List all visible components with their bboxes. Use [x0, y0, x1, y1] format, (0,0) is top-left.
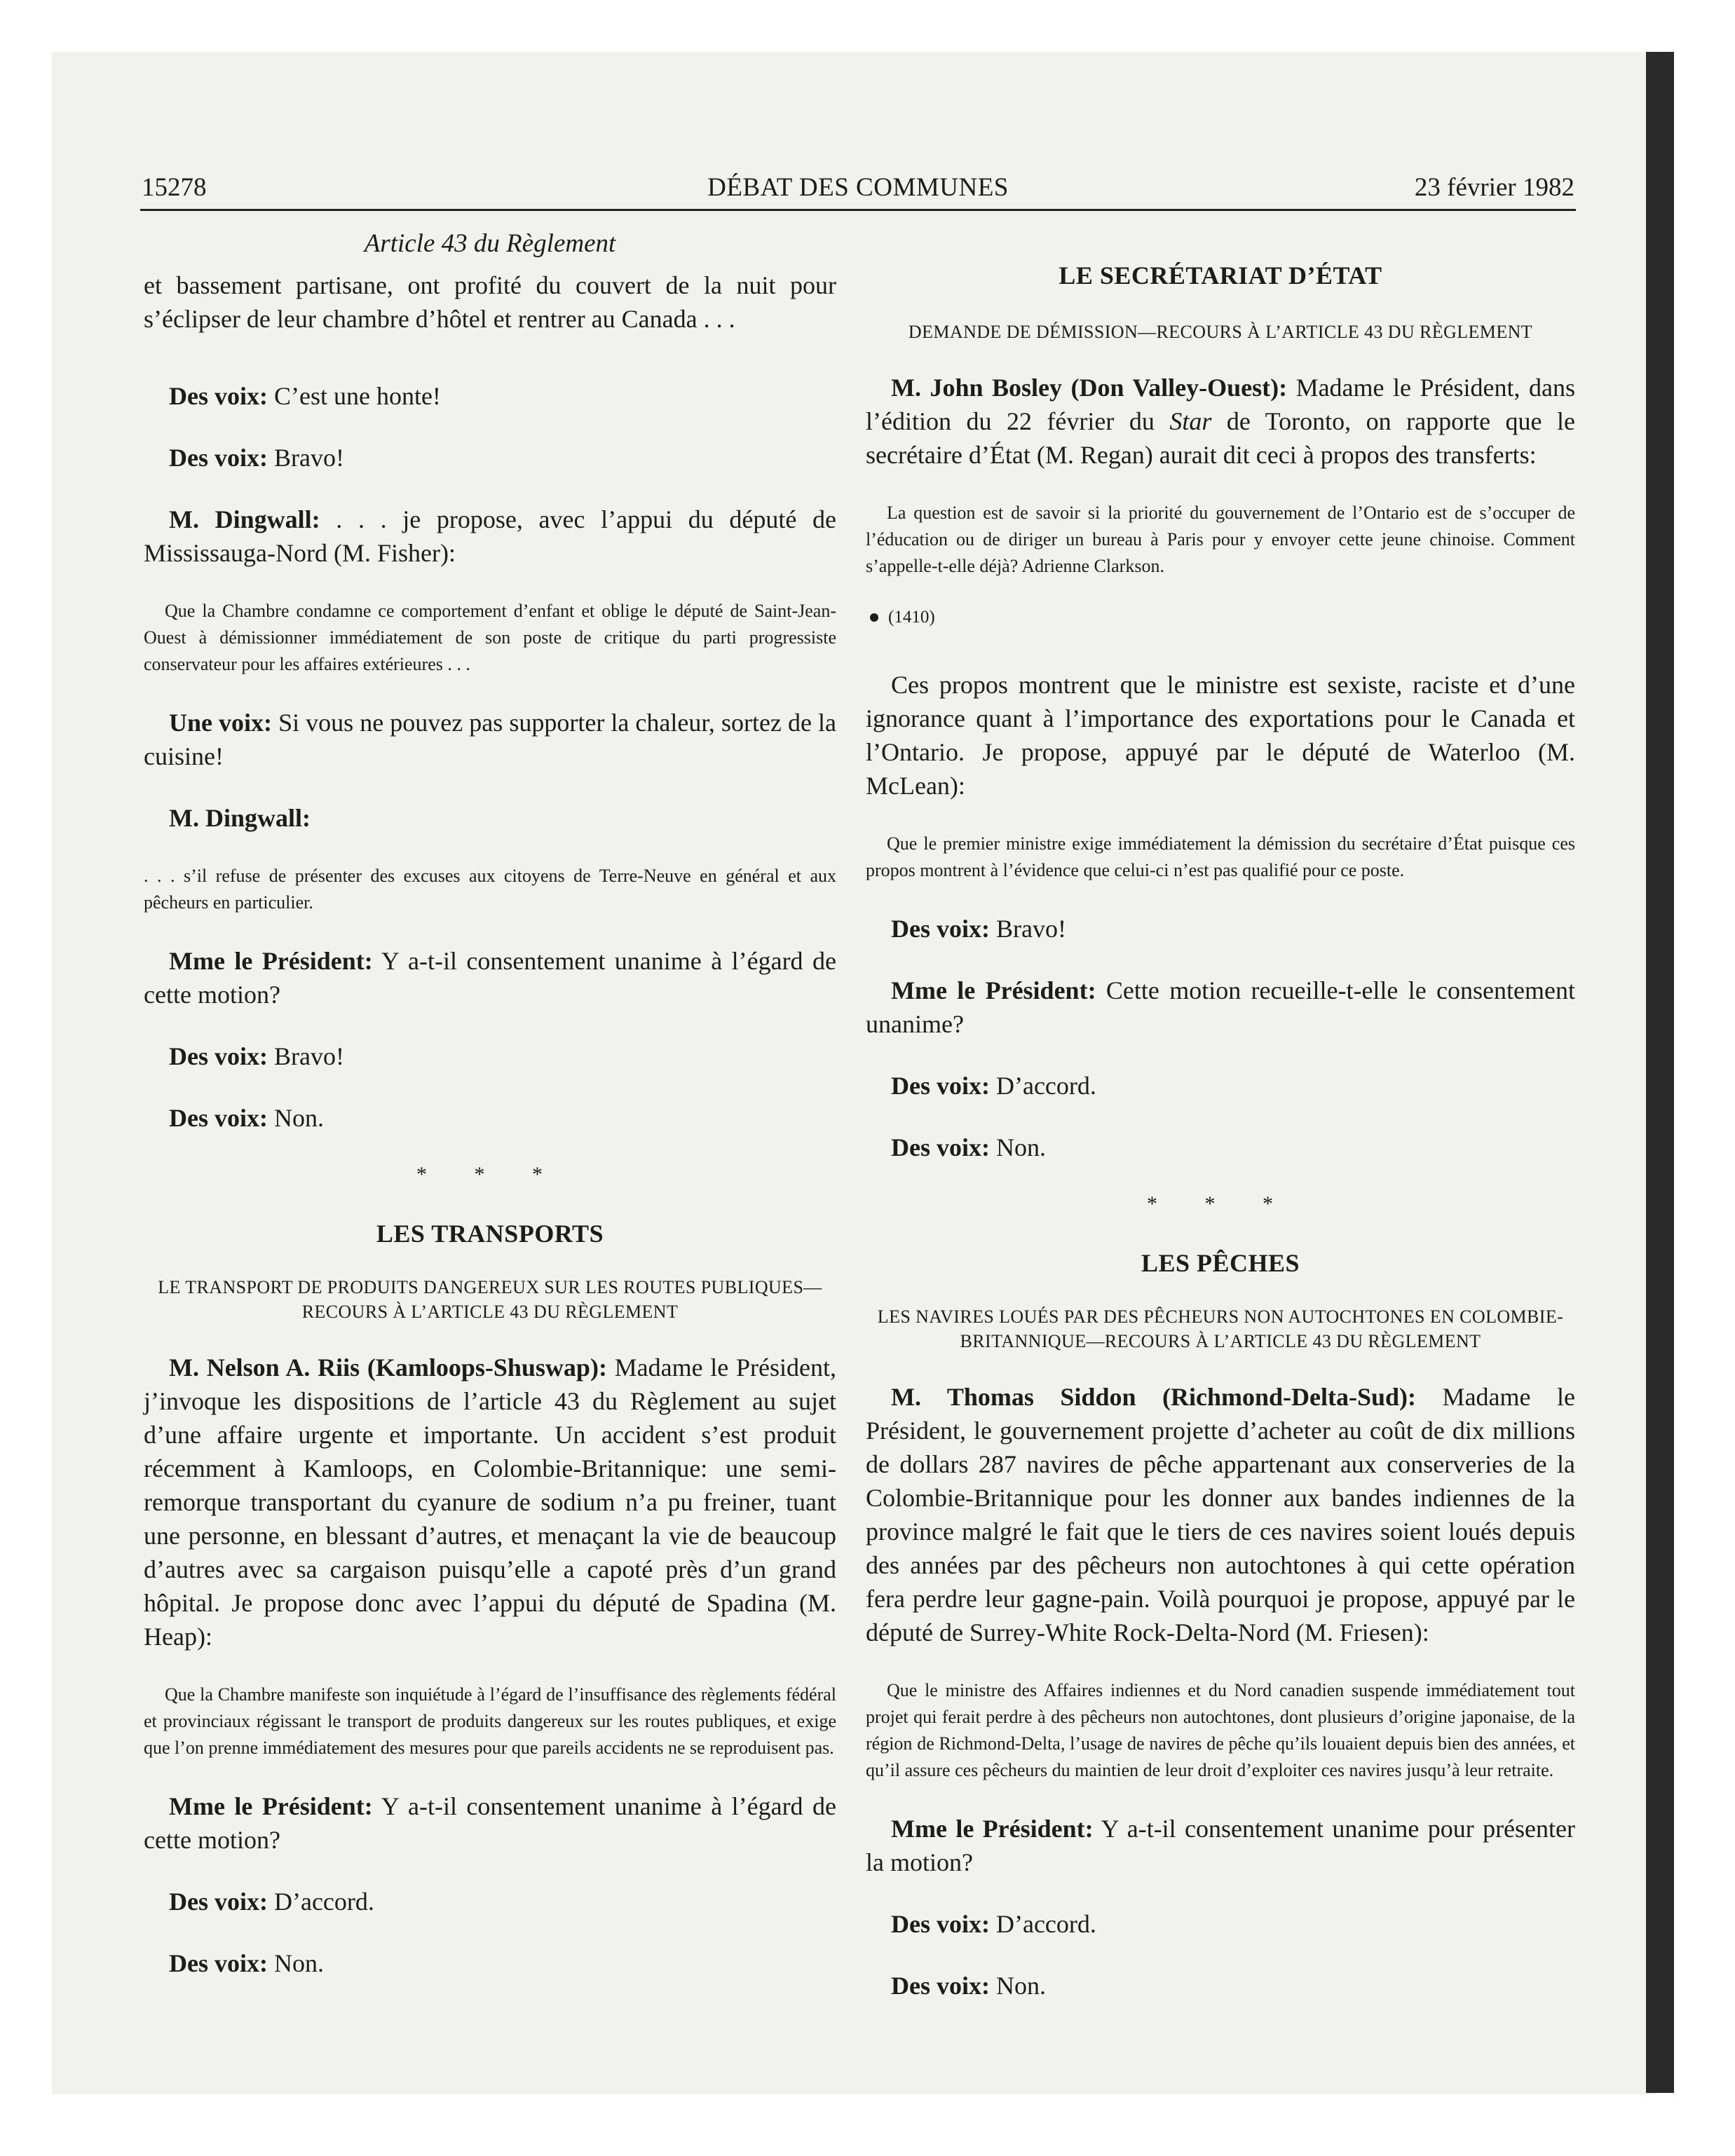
speaker: Mme le Président:	[169, 947, 373, 975]
speech-text: Bravo!	[267, 444, 344, 472]
scan-edge-bar	[1646, 52, 1674, 2093]
speech	[866, 1969, 1575, 2003]
speaker: M. Dingwall:	[169, 804, 311, 832]
speaker: M. Thomas Siddon (Richmond-Delta-Sud):	[891, 1383, 1417, 1411]
speech	[866, 1380, 1575, 1649]
motion-quote: Que la Chambre manifeste son inquiétude à l’égard de l’insuffisance des règlements fédéral et provinciaux régissant le transport de produits dangereux sur les routes publiques, et exige que l’on prenne immédiatement des mesures pour que pareils accidents ne se reproduisent pas.	[144, 1684, 836, 1758]
left-column	[144, 224, 836, 2008]
speech	[144, 801, 836, 835]
speech	[144, 503, 836, 570]
motion-quote: Que la Chambre condamne ce comportement d’enfant et oblige le député de Saint-Jean-Ouest à démissionner immédiatement de son poste de critique du parti progressiste conservateur pour les affaires extérieures . . .	[144, 601, 836, 674]
section-subtitle: LE TRANSPORT DE PRODUITS DANGEREUX SUR LES ROUTES PUBLIQUES—RECOURS À L’ARTICLE 43 DU RÈGLEMENT	[158, 1277, 822, 1322]
section-title: LE SECRÉTARIAT D’ÉTAT	[1059, 261, 1382, 289]
section-subtitle: LES NAVIRES LOUÉS PAR DES PÊCHEURS NON AUTOCHTONES EN COLOMBIE-BRITANNIQUE—RECOURS À L’ARTICLE 43 DU RÈGLEMENT	[877, 1306, 1564, 1351]
speech-text: D’accord.	[989, 1910, 1096, 1938]
speech	[866, 974, 1575, 1041]
speech-text: Y a-t-il consentement unanime pour présenter la motion?	[866, 1815, 1575, 1876]
speaker: Des voix:	[891, 1972, 990, 2000]
publication-date: 23 février 1982	[1414, 173, 1574, 202]
speech-text: Non.	[267, 1104, 324, 1132]
speech	[144, 1101, 836, 1135]
paragraph: Ces propos montrent que le ministre est sexiste, raciste et d’une ignorance quant à l’importance des exportations pour le Canada et l’Ontario. Je propose, appuyé par le député de Waterloo (M. McLean):	[866, 671, 1575, 800]
speaker: Une voix:	[169, 709, 273, 737]
time-marker	[870, 608, 1575, 627]
speech-text: Non.	[989, 1972, 1046, 2000]
section-separator: * * *	[1147, 1192, 1294, 1215]
speech	[144, 1351, 836, 1653]
quoted-statement: La question est de savoir si la priorité du gouvernement de l’Ontario est de s’occuper de l’éducation ou de diriger un bureau à Paris pour y envoyer cette jeune chinoise. Comment s’appelle-t-elle déjà? Adrienne Clarkson.	[866, 503, 1575, 576]
speech	[866, 1812, 1575, 1879]
speaker: Des voix:	[891, 1910, 990, 1938]
speech	[144, 1946, 836, 1980]
speaker: Des voix:	[891, 915, 990, 943]
section-subtitle: DEMANDE DE DÉMISSION—RECOURS À L’ARTICLE 43 DU RÈGLEMENT	[908, 322, 1533, 342]
speech	[866, 1907, 1575, 1941]
speech-text: Non.	[267, 1949, 324, 1977]
speech	[144, 944, 836, 1011]
speech	[144, 706, 836, 773]
speech-text: Si vous ne pouvez pas supporter la chaleur, sortez de la cuisine!	[144, 709, 836, 770]
speech-text: Madame le Président, dans l’édition du 22 février du	[866, 374, 1575, 435]
speech	[866, 1069, 1575, 1103]
speaker: Mme le Président:	[169, 1792, 373, 1820]
running-head: Article 43 du Règlement	[364, 229, 616, 258]
speech-text: Madame le Président, le gouvernement projette d’acheter au coût de dix millions de dollars 287 navires de pêche appartenant aux conserveries de la Colombie-Britannique pour les donner aux bandes indiennes de la province malgré le fait que le tiers de ces navires soient loués depuis des années par des pêcheurs non autochtones à qui cette opération fera perdre leur gagne-pain. Voilà pourquoi je propose, appuyé par le député de Surrey-White Rock-Delta-Nord (M. Friesen):	[866, 1383, 1576, 1646]
publication-title: DÉBAT DES COMMUNES	[707, 173, 1009, 202]
speech-text: Bravo!	[267, 1042, 344, 1070]
speech-text: de Toronto, on rapporte que le secrétaire d’État (M. Regan) aurait dit ceci à propos des transferts:	[866, 407, 1575, 469]
page-header	[140, 172, 1576, 211]
speech	[866, 912, 1575, 946]
motion-quote: Que le premier ministre exige immédiatement la démission du secrétaire d’État puisque ces propos montrent à l’évidence que celui-ci n’est pas qualifié pour ce poste.	[866, 833, 1575, 880]
bullet-icon	[870, 613, 878, 622]
newspaper-name: Star	[1169, 407, 1212, 435]
speaker: Des voix:	[891, 1133, 990, 1161]
speaker: Des voix:	[169, 1888, 268, 1916]
speech-text: Y a-t-il consentement unanime à l’égard de cette motion?	[144, 1792, 836, 1854]
speaker: Mme le Président:	[891, 976, 1096, 1004]
speech	[144, 441, 836, 475]
motion-quote: Que le ministre des Affaires indiennes et du Nord canadien suspende immédiatement tout projet qui ferait perdre à des pêcheurs non autochtones, dont plusieurs d’origine japonaise, de la région de Richmond-Delta, l’usage de navires de pêche qu’ils louaient depuis bien des années, et qu’il assure ces pêcheurs du maintien de leur droit d’exploiter ces navires jusqu’à leur retraite.	[866, 1680, 1575, 1780]
speaker: Des voix:	[169, 1042, 268, 1070]
speaker: Des voix:	[169, 1104, 268, 1132]
speaker: Des voix:	[169, 1949, 268, 1977]
speech-text: C’est une honte!	[267, 382, 441, 410]
speech-text: Y a-t-il consentement unanime à l’égard de cette motion?	[144, 947, 836, 1009]
speaker: Mme le Président:	[891, 1815, 1094, 1843]
motion-quote: . . . s’il refuse de présenter des excuses aux citoyens de Terre-Neuve en général et aux pêcheurs en particulier.	[144, 866, 836, 913]
speaker: M. Dingwall:	[169, 505, 320, 533]
speech	[144, 379, 836, 413]
speech	[866, 1131, 1575, 1164]
speech	[144, 1039, 836, 1073]
section-title: LES TRANSPORTS	[376, 1220, 604, 1248]
speech-text: Bravo!	[989, 915, 1066, 943]
speaker: Des voix:	[169, 444, 268, 472]
section-separator: * * *	[416, 1163, 564, 1186]
speech-text: Madame le Président, j’invoque les dispositions de l’article 43 du Règlement au sujet d’une affaire urgente et importante. Un accident s’est produit récemment à Kamloops, en Colombie-Britannique: une semi-remorque transportant du cyanure de sodium n’a pu freiner, tuant une personne, en blessant d’autres, et menaçant la vie de beaucoup d’autres avec sa cargaison puisqu’elle a capoté près d’un grand hôpital. Je propose donc avec l’appui du député de Spadina (M. Heap):	[144, 1353, 836, 1651]
paragraph: et bassement partisane, ont profité du couvert de la nuit pour s’éclipser de leur chambre d’hôtel et rentrer au Canada . . .	[144, 271, 836, 333]
speaker: M. Nelson A. Riis (Kamloops-Shuswap):	[169, 1353, 607, 1381]
speech	[144, 1789, 836, 1857]
speech-text: D’accord.	[989, 1072, 1096, 1100]
speaker: Des voix:	[169, 382, 268, 410]
time-marker-label: (1410)	[888, 608, 935, 627]
speaker: M. John Bosley (Don Valley-Ouest):	[891, 374, 1288, 402]
speech-text: Non.	[989, 1133, 1046, 1161]
speech-text: D’accord.	[267, 1888, 374, 1916]
speech-text: Cette motion recueille-t-elle le consentement unanime?	[866, 976, 1575, 1038]
speech-text: . . . je propose, avec l’appui du député de Mississauga-Nord (M. Fisher):	[144, 505, 836, 567]
speech	[866, 371, 1575, 472]
speech	[144, 1885, 836, 1918]
speaker: Des voix:	[891, 1072, 990, 1100]
page-number: 15278	[142, 173, 207, 202]
section-title: LES PÊCHES	[1141, 1249, 1300, 1277]
right-column	[866, 224, 1575, 2031]
